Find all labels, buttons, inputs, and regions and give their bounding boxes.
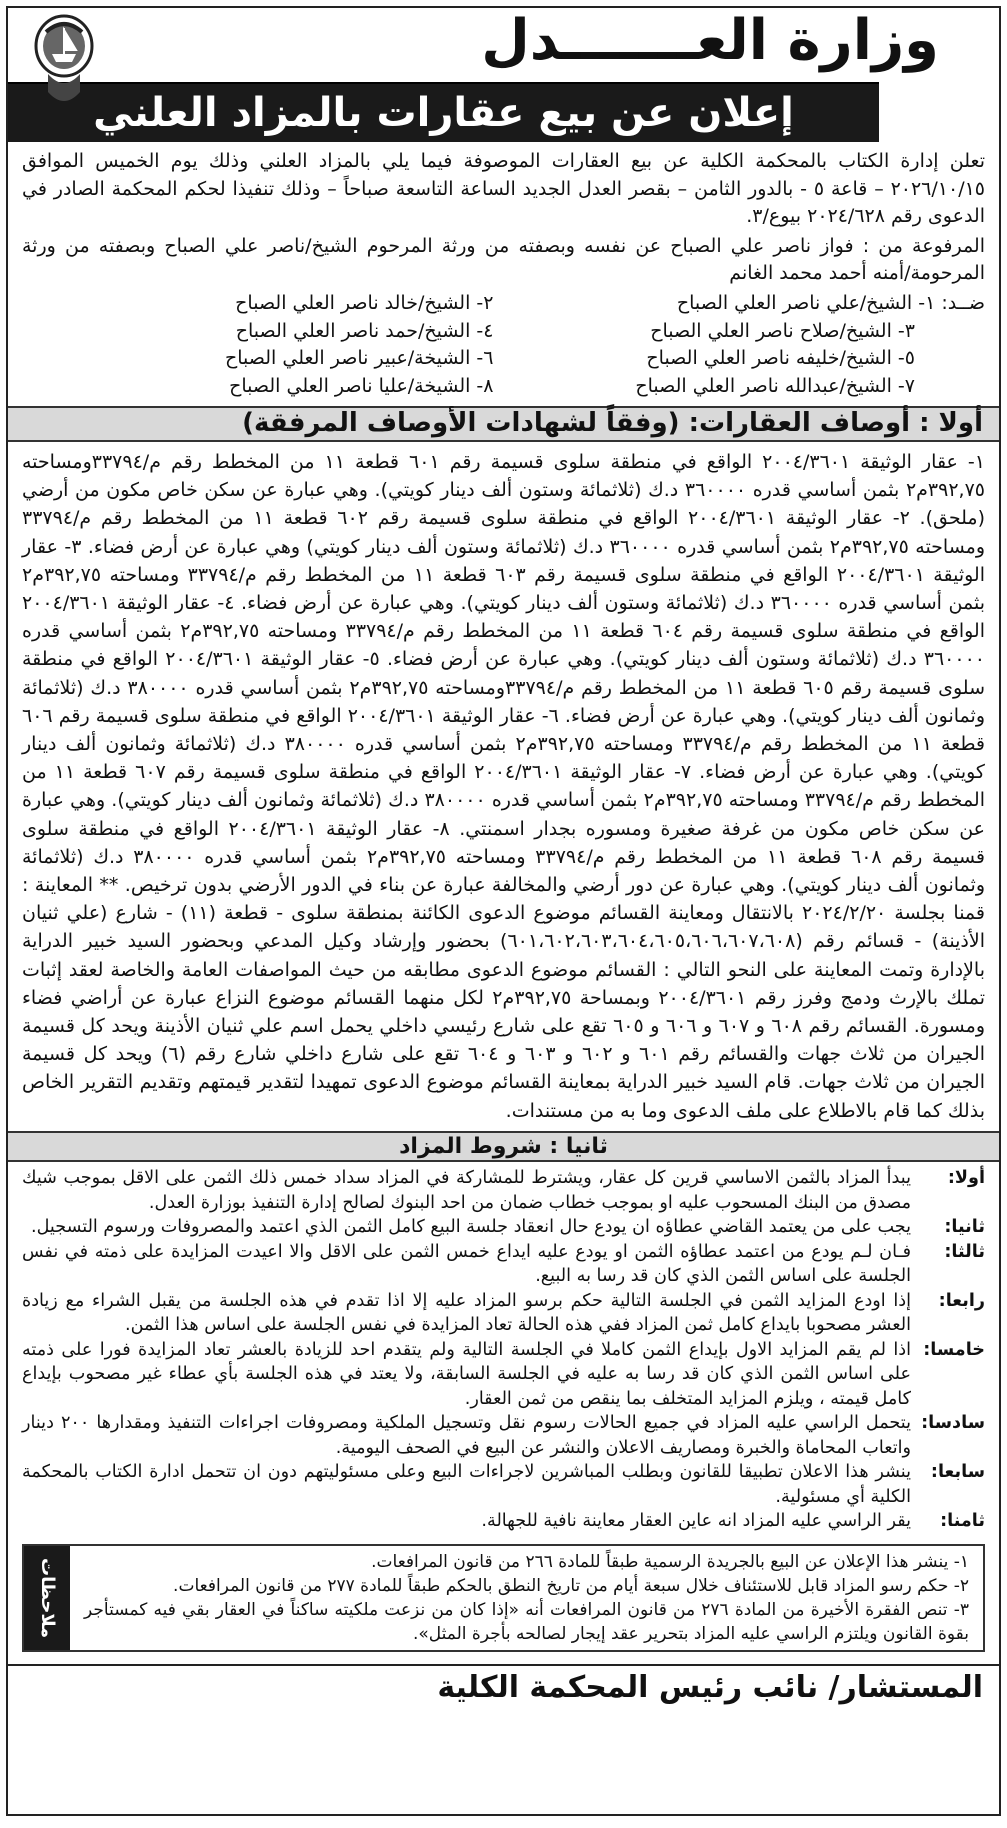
- defendant-item: ٨- الشيخة/عليا ناصر العلي الصباح: [229, 374, 494, 397]
- conditions-list: [22, 1166, 985, 1534]
- condition-text: فـان لـم يودع من اعتمد عطاؤه الثمن او يودع عليه ايداع خمس الثمن على الاقل والا اعيدت المزايدة على ذمته في نفس الجلسة على اساس الثمن الذي كان قد رسا به البيع.: [22, 1241, 911, 1287]
- condition-label: سابعا:: [930, 1462, 985, 1483]
- condition-label: ثانيا:: [944, 1217, 985, 1238]
- notes-side-label: ملاحظات: [24, 1546, 70, 1650]
- condition-item: [22, 1289, 985, 1338]
- intro-paragraph: تعلن إدارة الكتاب بالمحكمة الكلية عن بيع العقارات الموصوفة فيما يلي بالمزاد العلني وذلك يوم الخميس الموافق ٢٠٢٦/١٠/١٥ – قاعة ٥ - بالدور الثامن – بقصر العدل الجديد الساعة التاسعة صباحاً – وذلك تنفيذا لحكم المحكمة الصادر في الدعوى رقم ٢٠٢٤/٦٢٨ بيوع/٣.: [22, 150, 986, 228]
- condition-item: [22, 1460, 985, 1509]
- defendant-item: ٦- الشيخة/عبير ناصر العلي الصباح: [224, 347, 494, 370]
- condition-label: سادسا:: [921, 1413, 985, 1434]
- condition-item: [22, 1411, 985, 1460]
- condition-item: [22, 1338, 985, 1412]
- announcement-page: [6, 6, 1001, 1816]
- notes-box: [22, 1544, 985, 1652]
- ministry-title: وزارة العـــــــدل: [481, 8, 939, 73]
- defendant-item: ٥- الشيخ/خليفه ناصر العلي الصباح: [646, 347, 915, 370]
- condition-text: إذا اودع المزايد الثمن في الجلسة التالية حكم برسو المزاد عليه إلا اذا تقدم في هذه الجلسة من يقبل الشراء مع زيادة العشر مصحوبا بايداع كامل ثمن المزاد ففي هذه الحالة تعاد المزايدة في نفس الجلسة على اساس هذا الثمن.: [22, 1290, 911, 1336]
- signature-line: المستشار/ نائب رئيس المحكمة الكلية: [8, 1664, 999, 1709]
- note-item: ٣- تنص الفقرة الأخيرة من المادة ٢٧٦ من قانون المرافعات أنه «إذا كان من نزعت ملكيته ساكناً في العقار بقي فيه كمستأجر بقوة القانون ويلتزم الراسي عليه المزاد بتحرير عقد إيجار لصالحه بأجرة المثل».: [84, 1599, 970, 1644]
- condition-label: ثالثا:: [944, 1241, 985, 1262]
- note-item: ١- ينشر هذا الإعلان عن البيع بالجريدة الرسمية طبقاً للمادة ٢٦٦ من قانون المرافعات.: [371, 1551, 969, 1572]
- condition-text: يجب على من يعتمد القاضي عطاؤه ان يودع حال انعقاد جلسة البيع كامل الثمن الذي اعتمد والمصروفات ورسوم التسجيل.: [30, 1217, 911, 1238]
- condition-text: يقر الراسي عليه المزاد انه عاين العقار معاينة نافية للجهالة.: [481, 1511, 911, 1532]
- kuwait-emblem-icon: [32, 12, 96, 112]
- condition-text: يبدأ المزاد بالثمن الاساسي قرين كل عقار، ويشترط للمشاركة في المزاد سداد خمس ذلك الثمن على الاقل بموجب شيك مصدق من البنك المسحوب عليه او بموجب خطاب ضمان من احد البنوك لصالح إدارة التنفيذ بوزارة العدل.: [22, 1168, 911, 1213]
- condition-text: يتحمل الراسي عليه المزاد في جميع الحالات رسوم نقل وتسجيل الملكية ومصروفات اجراءات التنفيذ ومقدارها ٢٠٠ دينار واتعاب المحاماة والخبرة ومصاريف الاعلان والنشر عن البيع في الصحف اليومية.: [22, 1413, 911, 1458]
- condition-text: ينشر هذا الاعلان تطبيقا للقانون وبطلب المباشرين لاجراءات البيع وعلى مسئوليتهم دون ان تتحمل ادارة الكتاب بالمحكمة الكلية أي مسئولية.: [22, 1462, 911, 1507]
- condition-item: [22, 1215, 985, 1240]
- defendant-item: ٣- الشيخ/صلاح ناصر العلي الصباح: [650, 319, 915, 342]
- note-item: ٢- حكم رسو المزاد قابل للاستئناف خلال سبعة أيام من تاريخ النطق بالحكم طبقاً للمادة ٢٧٧ من قانون المرافعات.: [173, 1575, 969, 1596]
- condition-label: رابعا:: [938, 1290, 985, 1311]
- defendant-item: ٤- الشيخ/حمد ناصر العلي الصباح: [235, 319, 494, 342]
- header-band: [8, 8, 999, 82]
- defendants-list: [22, 290, 985, 400]
- defendant-item: ٢- الشيخ/خالد ناصر العلي الصباح: [235, 291, 494, 314]
- section-heading-conditions: ثانيا : شروط المزاد: [8, 1131, 999, 1163]
- defendant-item: ٧- الشيخ/عبدالله ناصر العلي الصباح: [635, 374, 915, 397]
- condition-label: خامسا:: [923, 1339, 985, 1360]
- property-descriptions: ١- عقار الوثيقة ٢٠٠٤/٣٦٠١ الواقع في منطقة سلوى قسيمة رقم ٦٠١ قطعة ١١ من المخطط رقم م/٣٣٧٩٤ومساحته ٣٩٢,٧٥م٢ بثمن أساسي قدره ٣٦٠٠٠٠ د.ك (ثلاثمائة وستون ألف دينار كويتي). وهي عبارة عن سكن خاص مكون من أرضي (ملحق). ٢- عقار الوثيقة ٢٠٠٤/٣٦٠١ الواقع في منطقة سلوى قسيمة رقم ٦٠٢ قطعة ١١ من المخطط رقم م/٣٣٧٩٤ ومساحته ٣٩٢,٧٥م٢ بثمن أساسي قدره ٣٦٠٠٠٠ د.ك (ثلاثمائة وستون ألف دينار كويتي) وهي عبارة عن أرض فضاء. ٣- عقار الوثيقة ٢٠٠٤/٣٦٠١ الواقع في منطقة سلوى قسيمة رقم ٦٠٣ قطعة ١١ من المخطط رقم م/٣٣٧٩٤ ومساحته ٣٩٢,٧٥م٢ بثمن أساسي قدره ٣٦٠٠٠٠ د.ك (ثلاثمائة وستون ألف دينار كويتي). وهي عبارة عن أرض فضاء. ٤- عقار الوثيقة ٢٠٠٤/٣٦٠١ الواقع في منطقة سلوى قسيمة رقم ٦٠٤ قطعة ١١ من المخطط رقم م/٣٣٧٩٤ ومساحته ٣٩٢,٧٥م٢ بثمن أساسي قدره ٣٦٠٠٠٠ د.ك (ثلاثمائة وستون ألف دينار كويتي). وهي عبارة عن أرض فضاء. ٥- عقار الوثيقة ٢٠٠٤/٣٦٠١ الواقع في منطقة سلوى قسيمة رقم ٦٠٥ قطعة ١١ من المخطط رقم م/٣٣٧٩٤ومساحته ٣٩٢,٧٥م٢ بثمن أساسي قدره ٣٨٠٠٠٠ د.ك (ثلاثمائة وثمانون ألف دينار كويتي). وهي عبارة عن أرض فضاء. ٦- عقار الوثيقة ٢٠٠٤/٣٦٠١ الواقع في منطقة سلوى قسيمة رقم ٦٠٦ قطعة ١١ من المخطط رقم م/٣٣٧٩٤ ومساحته ٣٩٢,٧٥م٢ بثمن أساسي قدره ٣٨٠٠٠٠ د.ك (ثلاثمائة وثمانون ألف دينار كويتي). وهي عبارة عن أرض فضاء. ٧- عقار الوثيقة ٢٠٠٤/٣٦٠١ الواقع في منطقة سلوى قسيمة رقم ٦٠٧ قطعة ١١ من المخطط رقم م/٣٣٧٩٤ ومساحته ٣٩٢,٧٥م٢ بثمن أساسي قدره ٣٨٠٠٠٠ د.ك (ثلاثمائة وثمانون ألف دينار كويتي). وهي عبارة عن سكن خاص مكون من غرفة صغيرة ومسوره بجدار اسمنتي. ٨- عقار الوثيقة ٢٠٠٤/٣٦٠١ الواقع في منطقة سلوى قسيمة رقم ٦٠٨ قطعة ١١ من المخطط رقم م/٣٣٧٩٤ ومساحته ٣٩٢,٧٥م٢ بثمن أساسي قدره ٣٨٠٠٠٠ د.ك (ثلاثمائة وثمانون ألف دينار كويتي). وهي عبارة عن دور أرضي والمخالفة عبارة عن بناء في الدور الأرضي بدون ترخيص. ** المعاينة : قمنا بجلسة ٢٠٢٤/٢/٢٠ بالانتقال ومعاينة القسائم موضوع الدعوى الكائنة بمنطقة سلوى - قطعة (١١) - شارع (علي ثنيان الأذينة) - قسائم رقم (٦٠١،٦٠٢،٦٠٣،٦٠٤،٦٠٥،٦٠٦،٦٠٧،٦٠٨) بحضور وإرشاد وكيل المدعي وبحضور السيد خبير الدراية بالإدارة وتمت المعاينة على النحو التالي : القسائم موضوع الدعوى مطابقه من حيث المواصفات العامة والخاصة لعقد إثبات تملك بالإرث ودمج وفرز رقم ٢٠٠٤/٣٦٠١ وبمساحة ٣٩٢,٧٥م٢ لكل منهما القسائم موضوع النزاع عبارة عن أراضي فضاء ومسورة. القسائم رقم ٦٠٨ و ٦٠٧ و ٦٠٦ و ٦٠٥ تقع على شارع رئيسي داخلي يحمل اسم علي ثنيان الأذينة ويحد كل قسيمة الجيران من ثلاث جهات والقسائم رقم ٦٠١ و ٦٠٢ و ٦٠٣ و ٦٠٤ تقع على شارع داخلي شارع رقم (٦) ويحد كل قسيمة الجيران من ثلاث جهات. قام السيد خبير الدراية بمعاينة القسائم موضوع الدعوى تمهيدا لتقدير قيمتهم وتقديم التقرير الخاص بذلك كما قام بالاطلاع على ملف الدعوى وما به من مستندات.: [22, 450, 986, 1122]
- plaintiff-paragraph: المرفوعة من : فواز ناصر علي الصباح عن نفسه وبصفته من ورثة المرحوم الشيخ/ناصر علي الصباح وبصفته من ورثة المرحومة/أمنه أحمد محمد الغانم: [22, 234, 985, 285]
- announcement-body: [8, 142, 999, 1652]
- condition-item: [22, 1509, 985, 1534]
- condition-item: [22, 1166, 985, 1215]
- condition-text: اذا لم يقم المزايد الاول بإيداع الثمن كاملا في الجلسة التالية ولم يتقدم احد للزيادة بالعشر تعاد المزايدة فورا على ذمته على اساس الثمن الذي كان قد رسا به عليه في الجلسة السابقة، ولا يعتد في هذه الجلسة بأي عطاء غير مصحوب بإيداع كامل قيمته ، ويلزم المزايد المتخلف بما ينقص من ثمن العقار.: [22, 1339, 911, 1409]
- section-heading-properties: أولا : أوصاف العقارات: (وفقاً لشهادات الأوصاف المرفقة): [8, 406, 999, 442]
- condition-label: ثامنا:: [940, 1511, 985, 1532]
- condition-item: [22, 1240, 985, 1289]
- defendant-item: ضــد: ١- الشيخ/علي ناصر العلي الصباح: [676, 291, 985, 314]
- condition-label: أولا:: [947, 1168, 985, 1189]
- announcement-title: إعلان عن بيع عقارات بالمزاد العلني: [8, 82, 879, 142]
